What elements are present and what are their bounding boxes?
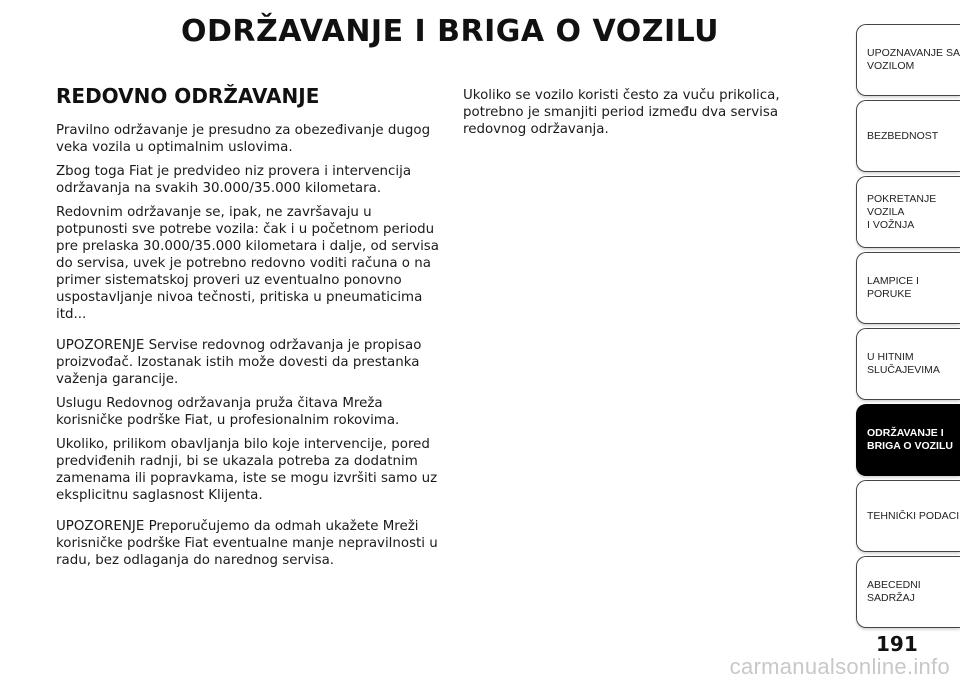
watermark-text: carmanualsonline.info [729, 654, 950, 679]
tab-upoznavanje-sa-vozilom[interactable] [856, 24, 960, 96]
tab-label: UPOZNAVANJE SA VOZILOM [867, 47, 960, 72]
tab-label: ODRŽAVANJE I BRIGA O VOZILU [867, 427, 953, 452]
tab-label: BEZBEDNOST [867, 129, 939, 142]
tab-label: LAMPICE I PORUKE [867, 275, 919, 300]
tab-label: ABECEDNI SADRŽAJ [867, 579, 921, 604]
section-heading: REDOVNO ODRŽAVANJE [56, 84, 320, 108]
tab-lampice-i-poruke[interactable] [856, 252, 960, 324]
paragraph: Ukoliko, prilikom obavljanja bilo koje intervencije, pored predviđenih radnji, bi se ukazala potreba za dodatnim zamenama ili popravkama, iste se mogu izvršiti samo uz eksplicitnu saglasnost Klijenta. [56, 437, 438, 503]
tab-pokretanje-vozila[interactable] [856, 176, 960, 248]
chapter-tabs [856, 24, 960, 624]
left-column [56, 122, 441, 576]
page-title: ODRŽAVANJE I BRIGA O VOZILU [180, 14, 720, 49]
tab-abecedni-sadrzaj[interactable] [856, 556, 960, 628]
tab-label: POKRETANJE VOZILA I VOŽNJA [867, 192, 937, 231]
paragraph: Ukoliko se vozilo koristi često za vuču prikolica, potrebno je smanjiti period između dva servisa redovnog održavanja. [463, 88, 780, 137]
page-number: 191 [876, 632, 918, 656]
tab-bezbednost[interactable] [856, 100, 960, 172]
tab-label: U HITNIM SLUČAJEVIMA [867, 351, 940, 376]
paragraph: Redovnim održavanje se, ipak, ne završavaju u potpunosti sve potrebe vozila: čak i u početnom periodu pre prelaska 30.000/35.000 kilometara i dalje, od servisa do servisa, uvek je potrebno redovno voditi računa o na primer sistematskoj proveri uz eventualno ponovno uspostavljanje nivoa tečnosti, pritiska u pneumaticima itd... [56, 205, 439, 322]
paragraph: Pravilno održavanje je presudno za obezeđivanje dugog veka vozila u optimalnim uslovima. [56, 123, 431, 155]
paragraph: Zbog toga Fiat je predvideo niz provera i intervencija održavanja na svakih 30.000/35.000 kilometara. [56, 164, 412, 196]
tab-u-hitnim-slucajevima[interactable] [856, 328, 960, 400]
right-column [463, 87, 818, 145]
tab-tehnicki-podaci[interactable] [856, 480, 960, 552]
tab-odrzavanje-active[interactable] [856, 404, 960, 476]
warning-paragraph: UPOZORENJE Preporučujemo da odmah ukažete Mreži korisničke podrške Fiat eventualne manje nepravilnosti u radu, bez odlaganja do narednog servisa. [56, 519, 438, 568]
warning-paragraph: UPOZORENJE Servise redovnog održavanja je propisao proizvođač. Izostanak istih može dovesti da prestanka važenja garancije. [56, 338, 422, 387]
paragraph: Uslugu Redovnog održavanja pruža čitava Mreža korisničke podrške Fiat, u profesionalnim rokovima. [56, 396, 400, 428]
tab-label: TEHNIČKI PODACI [867, 509, 960, 522]
